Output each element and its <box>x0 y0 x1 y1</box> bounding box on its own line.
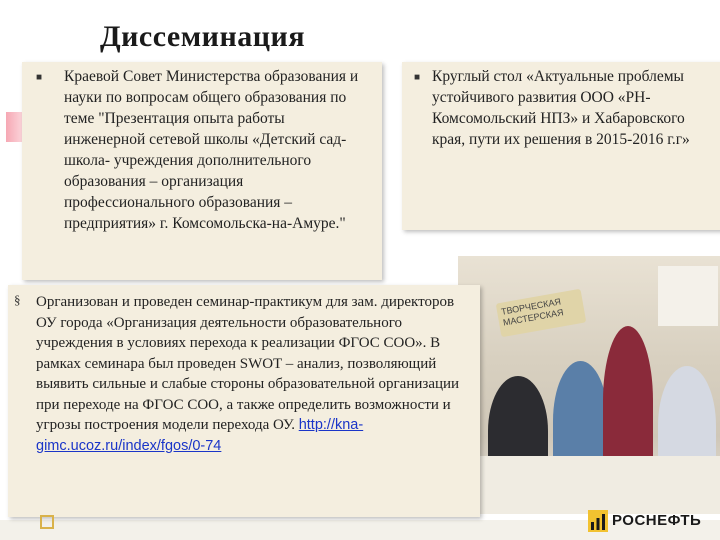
decorative-square-icon <box>40 515 54 529</box>
square-bullet-icon: ■ <box>414 72 421 83</box>
photo-person <box>603 326 653 476</box>
rosneft-logo-icon <box>588 510 608 532</box>
photo-table <box>458 456 720 514</box>
photo-sign <box>496 289 587 337</box>
logo-text: РОСНЕФТЬ <box>612 512 702 529</box>
photo-window <box>658 266 718 326</box>
seminar-body: Организован и проведен семинар-практикум для зам. директоров ОУ города «Организация деятельности образовательного учреждения в условиях перехода к реализации ФГОС СОО». В рамках семинара был проведен SWOT – анализ, позволяющий выявить сильные и слабые стороны образовательной организации при переходе на ФГОС СОО, а также определить возможности и угрозы построения модели перехода ОУ. <box>36 294 460 433</box>
seminar-link[interactable]: http://kna-gimc.ucoz.ru/index/fgos/0-74 <box>36 417 364 454</box>
square-bullet-icon: ■ <box>36 72 43 83</box>
section-bullet-icon: § <box>14 292 21 307</box>
seminar-photo <box>458 256 720 514</box>
slide-title: Диссеминация <box>100 20 306 53</box>
seminar-text <box>36 292 472 456</box>
photo-sign-text: ТВОРЧЕСКАЯ МАСТЕРСКАЯ <box>500 296 565 328</box>
council-text: Краевой Совет Министерства образования и науки по вопросам общего образования по теме "Презентация опыта работы инженерной сетевой школы «Детский сад-школа- учреждения дополнительного образования – организация профессионального образования – предприятия» г. Комсомольска-на-Амуре." <box>64 68 359 232</box>
round-table-text: Круглый стол «Актуальные проблемы устойчивого развития ООО «РН-Комсомольский НПЗ» и Хабаровского края, пути их решения в 2015-2016 г.г» <box>432 68 690 148</box>
